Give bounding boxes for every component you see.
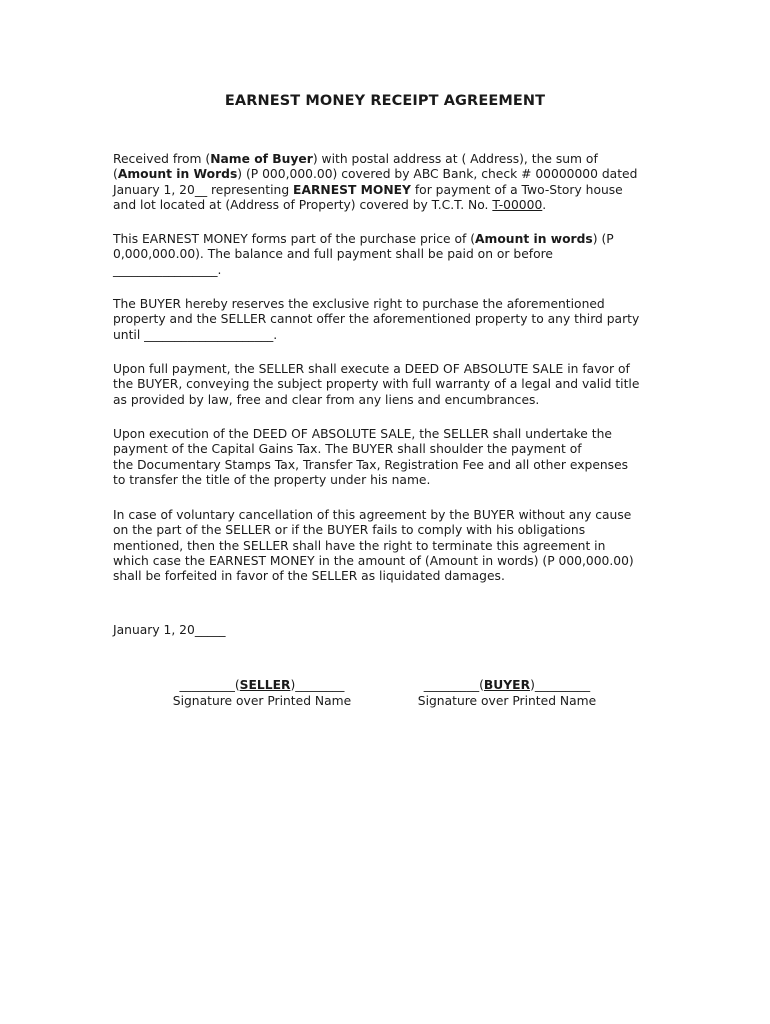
buyer-label: BUYER	[483, 678, 531, 692]
text-line: and lot located at (Address of Property) covered by T.C.T. No. T-00000.	[113, 197, 547, 212]
paragraph-exclusive-right	[113, 297, 659, 343]
text-line: January 1, 20__ representing EARNEST MONEY for payment of a Two-Story house	[113, 182, 623, 197]
text-line: Received from (Name of Buyer) with postal address at ( Address), the sum of	[113, 152, 598, 166]
buyer-signature-caption: Signature over Printed Name	[417, 693, 597, 708]
text-line: as provided by law, free and clear from any liens and encumbrances.	[113, 392, 540, 407]
buyer-signature-line: _________(BUYER)_________	[423, 678, 591, 692]
text-line: the BUYER, conveying the subject property with full warranty of a legal and valid title	[113, 377, 640, 392]
text-line: property and the SELLER cannot offer the aforementioned property to any third party	[113, 312, 640, 327]
earnest-money-term: EARNEST MONEY	[293, 182, 411, 197]
seller-signature-block	[162, 678, 362, 709]
text-line: on the part of the SELLER or if the BUYER fails to comply with his obligations	[113, 523, 586, 538]
tct-number: T-00000	[492, 197, 543, 212]
seller-label: SELLER	[239, 678, 291, 692]
document-title: EARNEST MONEY RECEIPT AGREEMENT	[224, 93, 546, 109]
paragraph-receipt	[113, 152, 659, 213]
text-line: until _____________________.	[113, 327, 278, 342]
paragraph-taxes	[113, 427, 659, 488]
text-line: which case the EARNEST MONEY in the amount of (Amount in words) (P 000,000.00)	[113, 553, 634, 568]
text-line: the Documentary Stamps Tax, Transfer Tax, Registration Fee and all other expenses	[113, 457, 629, 472]
text-line: The BUYER hereby reserves the exclusive right to purchase the aforementioned	[113, 297, 605, 311]
text-line: Upon execution of the DEED OF ABSOLUTE SALE, the SELLER shall undertake the	[113, 427, 612, 441]
seller-signature-line: _________(SELLER)________	[179, 678, 345, 692]
paragraph-purchase-price	[113, 232, 659, 278]
text-line: mentioned, then the SELLER shall have the right to terminate this agreement in	[113, 538, 606, 553]
buyer-signature-block	[407, 678, 607, 709]
text-line: (Amount in Words) (P 000,000.00) covered by ABC Bank, check # 00000000 dated	[113, 167, 638, 182]
text-line: This EARNEST MONEY forms part of the purchase price of (Amount in words) (P	[113, 232, 614, 246]
text-line: _________________.	[113, 262, 222, 277]
paragraph-cancellation	[113, 508, 659, 584]
amount-words-placeholder: Amount in Words	[117, 167, 238, 182]
seller-signature-caption: Signature over Printed Name	[172, 693, 352, 708]
text-line: 0,000,000.00). The balance and full payment shall be paid on or before	[113, 247, 553, 262]
buyer-name-placeholder: Name of Buyer	[210, 152, 313, 166]
text-line: to transfer the title of the property under his name.	[113, 472, 431, 487]
text-line: payment of the Capital Gains Tax. The BUYER shall shoulder the payment of	[113, 442, 582, 457]
text-line: shall be forfeited in favor of the SELLER as liquidated damages.	[113, 569, 505, 584]
date-line: January 1, 20_____	[113, 623, 226, 637]
amount-words-placeholder: Amount in words	[475, 232, 593, 246]
text-line: In case of voluntary cancellation of this agreement by the BUYER without any cause	[113, 508, 632, 522]
text-line: Upon full payment, the SELLER shall execute a DEED OF ABSOLUTE SALE in favor of	[113, 362, 630, 376]
paragraph-deed-of-sale	[113, 362, 659, 408]
